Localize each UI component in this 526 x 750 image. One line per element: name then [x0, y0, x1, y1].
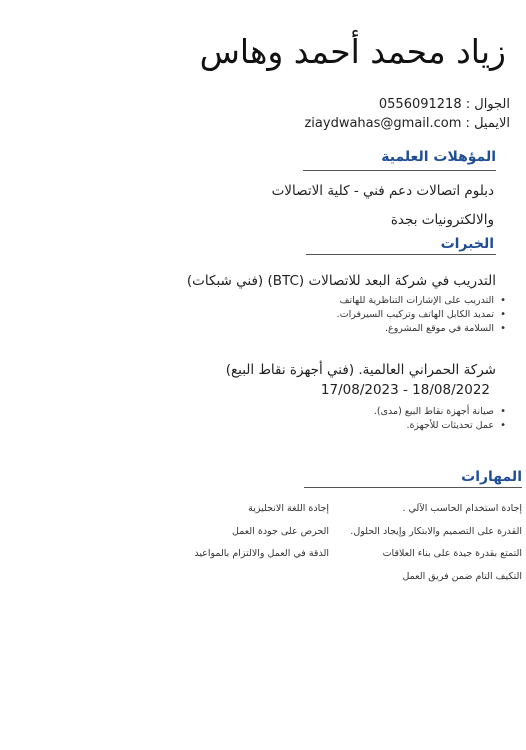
experience-heading: الخبرات [440, 236, 494, 252]
list-item: • السلامة في موقع المشروع. [337, 322, 494, 336]
job-bullets [374, 405, 508, 433]
qualifications-divider [303, 170, 496, 171]
list-item: • عمل تحديثات للأجهزة. [374, 419, 494, 433]
qualification-line-1: دبلوم اتصالات دعم فني - كلية الاتصالات [271, 183, 494, 199]
experience-divider [306, 254, 496, 255]
phone-text: الجوال : 0556091218 [378, 97, 510, 112]
skills-divider [304, 487, 522, 488]
job-title: التدريب في شركة البعد للاتصالات (BTC) (فني شبكات) [186, 273, 496, 289]
job-date: 17/08/2023 - 18/08/2022 [320, 382, 490, 398]
skill-item: الدقة في العمل والالتزام بالمواعيد [194, 548, 329, 559]
qualifications-heading: المؤهلات العلمية [381, 149, 496, 165]
job-title: شركة الحمراني العالمية. (فني أجهزة نقاط البيع) [225, 362, 496, 378]
qualification-line-2: والالكترونيات بجدة [390, 212, 494, 228]
skill-item: التكيف التام ضمن فريق العمل [402, 571, 522, 582]
skills-heading: المهارات [461, 469, 522, 485]
skill-item: القدرة على التصميم والابتكار وإيجاد الحلول. [350, 526, 522, 537]
skill-item: التمتع بقدرة جيدة على بناء العلاقات [382, 548, 522, 559]
skill-item: الحرص على جودة العمل [232, 526, 329, 537]
job-bullets [337, 294, 508, 336]
list-item: • التدريب على الإشارات التناظرية للهاتف [337, 294, 494, 308]
page-title: زياد محمد أحمد وهاس [199, 32, 506, 71]
skill-item: إجادة استخدام الحاسب الآلي . [402, 503, 522, 514]
list-item: • تمديد الكابل الهاتف وتركيب السيرفرات. [337, 308, 494, 322]
email-text: الايميل : ziaydwahas@gmail.com [304, 116, 510, 131]
skill-item: إجادة اللغة الانجليزية [248, 503, 329, 514]
list-item: • صيانة أجهزة نقاط البيع (مدى). [374, 405, 494, 419]
